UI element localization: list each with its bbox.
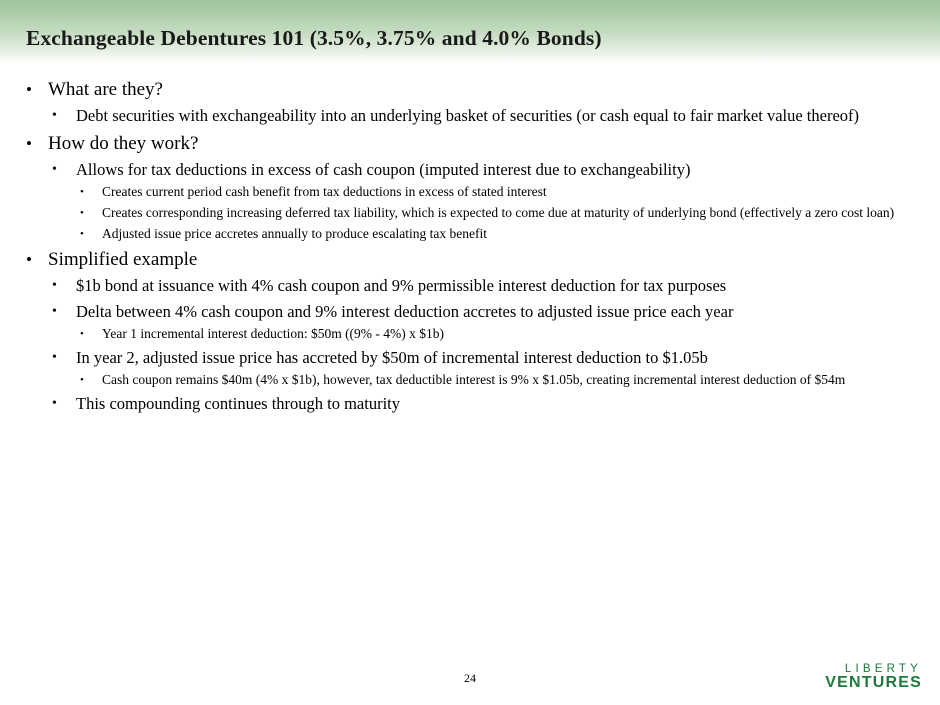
bullet-list-level-2 bbox=[48, 103, 940, 128]
bullet-glyph-icon: • bbox=[80, 186, 84, 198]
bullet-glyph-icon: • bbox=[80, 228, 84, 240]
list-item bbox=[0, 76, 940, 128]
bullet-glyph-icon: • bbox=[52, 162, 57, 177]
bullet-glyph-icon: • bbox=[52, 278, 57, 293]
bullet-glyph-icon: • bbox=[26, 134, 32, 153]
list-item bbox=[48, 273, 940, 298]
bullet-list-level-2 bbox=[48, 157, 940, 244]
list-item bbox=[76, 324, 940, 344]
list-item bbox=[48, 345, 940, 390]
page-title: Exchangeable Debentures 101 (3.5%, 3.75% and 4.0% Bonds) bbox=[26, 26, 602, 50]
list-item-label: Adjusted issue price accretes annually to produce escalating tax benefit bbox=[102, 226, 487, 241]
list-item-label: Delta between 4% cash coupon and 9% interest deduction accretes to adjusted issue price each year bbox=[76, 302, 734, 321]
page-number: 24 bbox=[464, 671, 476, 685]
list-item bbox=[76, 224, 940, 244]
list-item bbox=[48, 391, 940, 416]
bullet-glyph-icon: • bbox=[26, 250, 32, 269]
bullet-glyph-icon: • bbox=[80, 374, 84, 386]
bullet-list-level-3 bbox=[76, 182, 940, 244]
list-item-label: How do they work? bbox=[48, 133, 199, 154]
bullet-glyph-icon: • bbox=[52, 350, 57, 365]
bullet-glyph-icon: • bbox=[80, 207, 84, 219]
list-item bbox=[76, 182, 940, 202]
list-item-label: Year 1 incremental interest deduction: $50m ((9% - 4%) x $1b) bbox=[102, 326, 445, 341]
bullet-glyph-icon: • bbox=[52, 304, 57, 319]
bullet-glyph-icon: • bbox=[80, 328, 84, 340]
list-item-label: Allows for tax deductions in excess of cash coupon (imputed interest due to exchangeability) bbox=[76, 160, 691, 179]
list-item-label: $1b bond at issuance with 4% cash coupon and 9% permissible interest deduction for tax purposes bbox=[76, 276, 727, 295]
list-item bbox=[48, 299, 940, 344]
list-item-label: Creates current period cash benefit from tax deductions in excess of stated interest bbox=[102, 184, 547, 199]
bullet-list-level-1 bbox=[0, 76, 940, 416]
list-item-label: Simplified example bbox=[48, 249, 198, 270]
bullet-list-level-2 bbox=[48, 273, 940, 416]
list-item-label: This compounding continues through to maturity bbox=[76, 394, 401, 413]
logo bbox=[825, 663, 922, 692]
bullet-list-level-3 bbox=[76, 324, 940, 344]
logo-line-liberty: LIBERTY bbox=[844, 663, 922, 675]
list-item bbox=[76, 203, 940, 223]
list-item-label: What are they? bbox=[48, 79, 163, 100]
list-item bbox=[48, 157, 940, 244]
logo-line-ventures: VENTURES bbox=[825, 674, 922, 692]
list-item bbox=[0, 130, 940, 244]
bullet-list-level-3 bbox=[76, 370, 940, 390]
list-item bbox=[48, 103, 940, 128]
bullet-glyph-icon: • bbox=[26, 80, 32, 99]
list-item bbox=[76, 370, 940, 390]
list-item-label: In year 2, adjusted issue price has accreted by $50m of incremental interest deduction to $1.05b bbox=[76, 348, 708, 367]
slide-body bbox=[0, 76, 940, 418]
bullet-glyph-icon: • bbox=[52, 396, 57, 411]
bullet-glyph-icon: • bbox=[52, 108, 57, 123]
list-item bbox=[0, 246, 940, 416]
list-item-label: Creates corresponding increasing deferred tax liability, which is expected to come due at maturity of underlying bond (effectively a zero cost loan) bbox=[102, 205, 895, 220]
list-item-label: Cash coupon remains $40m (4% x $1b), however, tax deductible interest is 9% x $1.05b, creating incremental interest deduction of $54m bbox=[102, 372, 846, 387]
list-item-label: Debt securities with exchangeability into an underlying basket of securities (or cash equal to fair market value thereof) bbox=[76, 106, 860, 125]
